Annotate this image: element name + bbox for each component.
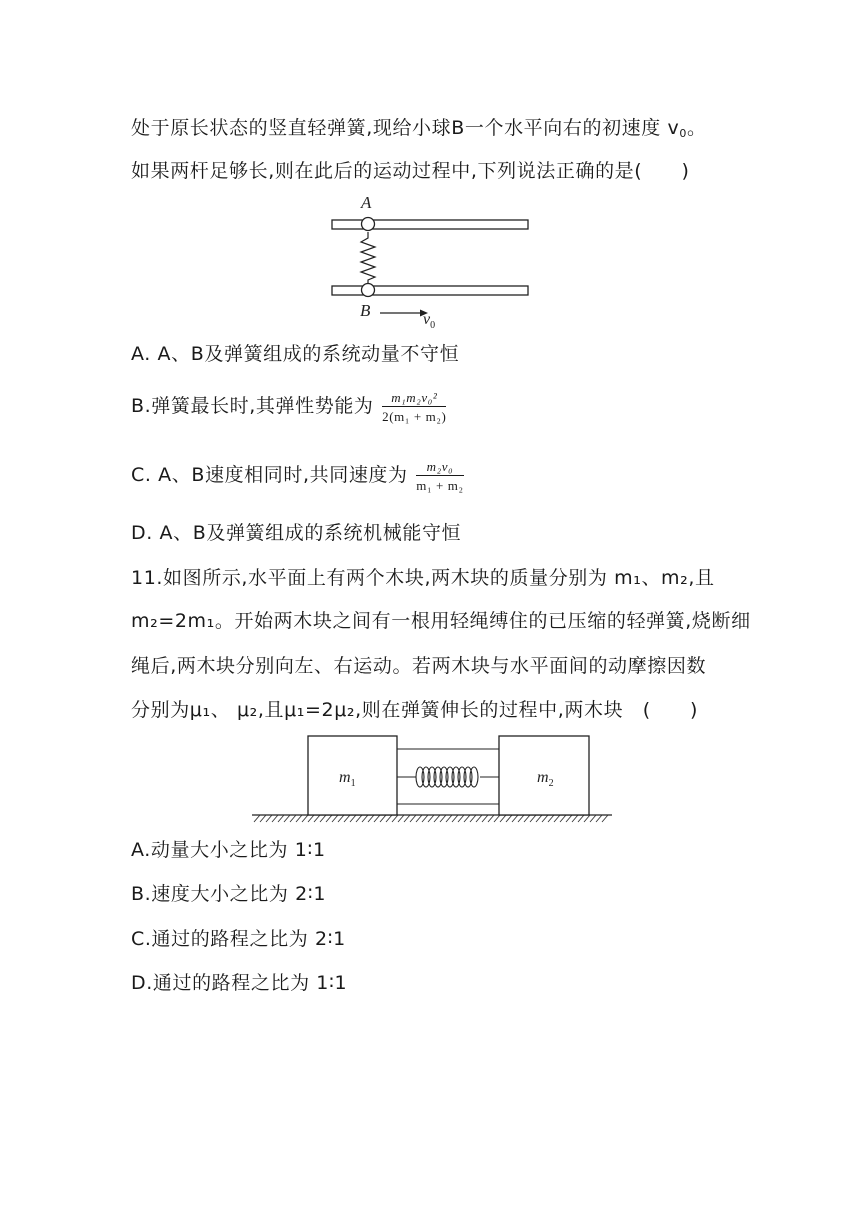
q11-line-1: 11.如图所示,水平面上有两个木块,两木块的质量分别为 m₁、m₂,且 xyxy=(131,567,715,589)
block-m1 xyxy=(308,736,397,815)
block-m1-label: $m_1$ xyxy=(339,769,356,789)
label-a: A xyxy=(361,193,372,212)
option-b[interactable]: B.弹簧最长时,其弹性势能为 $\frac{\text{m₁m₂v₀²}}{\text{2(m₁ + m₂)}}$ xyxy=(131,389,447,424)
label-b: B xyxy=(360,301,371,320)
ground-hatch xyxy=(254,815,608,822)
vertical-spring xyxy=(361,232,375,285)
ball-a xyxy=(362,218,375,231)
intro-line-1: 处于原长状态的竖直轻弹簧,现给小球B一个水平向右的初速度 $v_0$。 xyxy=(131,117,707,140)
q11-option-c[interactable]: C.通过的路程之比为 2∶1 xyxy=(131,928,346,950)
q11-option-b[interactable]: B.速度大小之比为 2∶1 xyxy=(131,883,327,905)
coil-spring xyxy=(397,767,499,787)
rails-spring-figure xyxy=(320,188,540,334)
q11-option-a[interactable]: A.动量大小之比为 1∶1 xyxy=(131,839,326,861)
option-c[interactable]: C. A、B速度相同时,共同速度为 $\frac{\text{m₂v₀}}{\text{m₁ + m₂}}$ xyxy=(131,458,464,493)
velocity-label: $v_0$ xyxy=(423,311,436,331)
ball-b xyxy=(362,284,375,297)
q11-option-d[interactable]: D.通过的路程之比为 1∶1 xyxy=(131,972,348,994)
q11-line-2: m₂=2m₁。开始两木块之间有一根用轻绳缚住的已压缩的轻弹簧,烧断细 xyxy=(131,610,751,632)
option-d[interactable]: D. A、B及弹簧组成的系统机械能守恒 xyxy=(131,522,462,544)
block-m2-label: $m_2$ xyxy=(537,769,554,789)
q11-line-4: 分别为μ₁、 μ₂,且μ₁=2μ₂,则在弹簧伸长的过程中,两木块 ( ) xyxy=(131,699,699,721)
fraction-common-velocity: $\frac{\text{m₂v₀}}{\text{m₁ + m₂}}$ xyxy=(416,458,464,493)
option-a[interactable]: A. A、B及弹簧组成的系统动量不守恒 xyxy=(131,343,460,365)
fraction-elastic-energy: $\frac{\text{m₁m₂v₀²}}{\text{2(m₁ + m₂)}}$ xyxy=(382,389,447,424)
blocks-spring-figure xyxy=(250,733,620,828)
q11-line-3: 绳后,两木块分别向左、右运动。若两木块与水平面间的动摩擦因数 xyxy=(131,655,707,677)
intro-line-2: 如果两杆足够长,则在此后的运动过程中,下列说法正确的是( ) xyxy=(131,160,690,182)
